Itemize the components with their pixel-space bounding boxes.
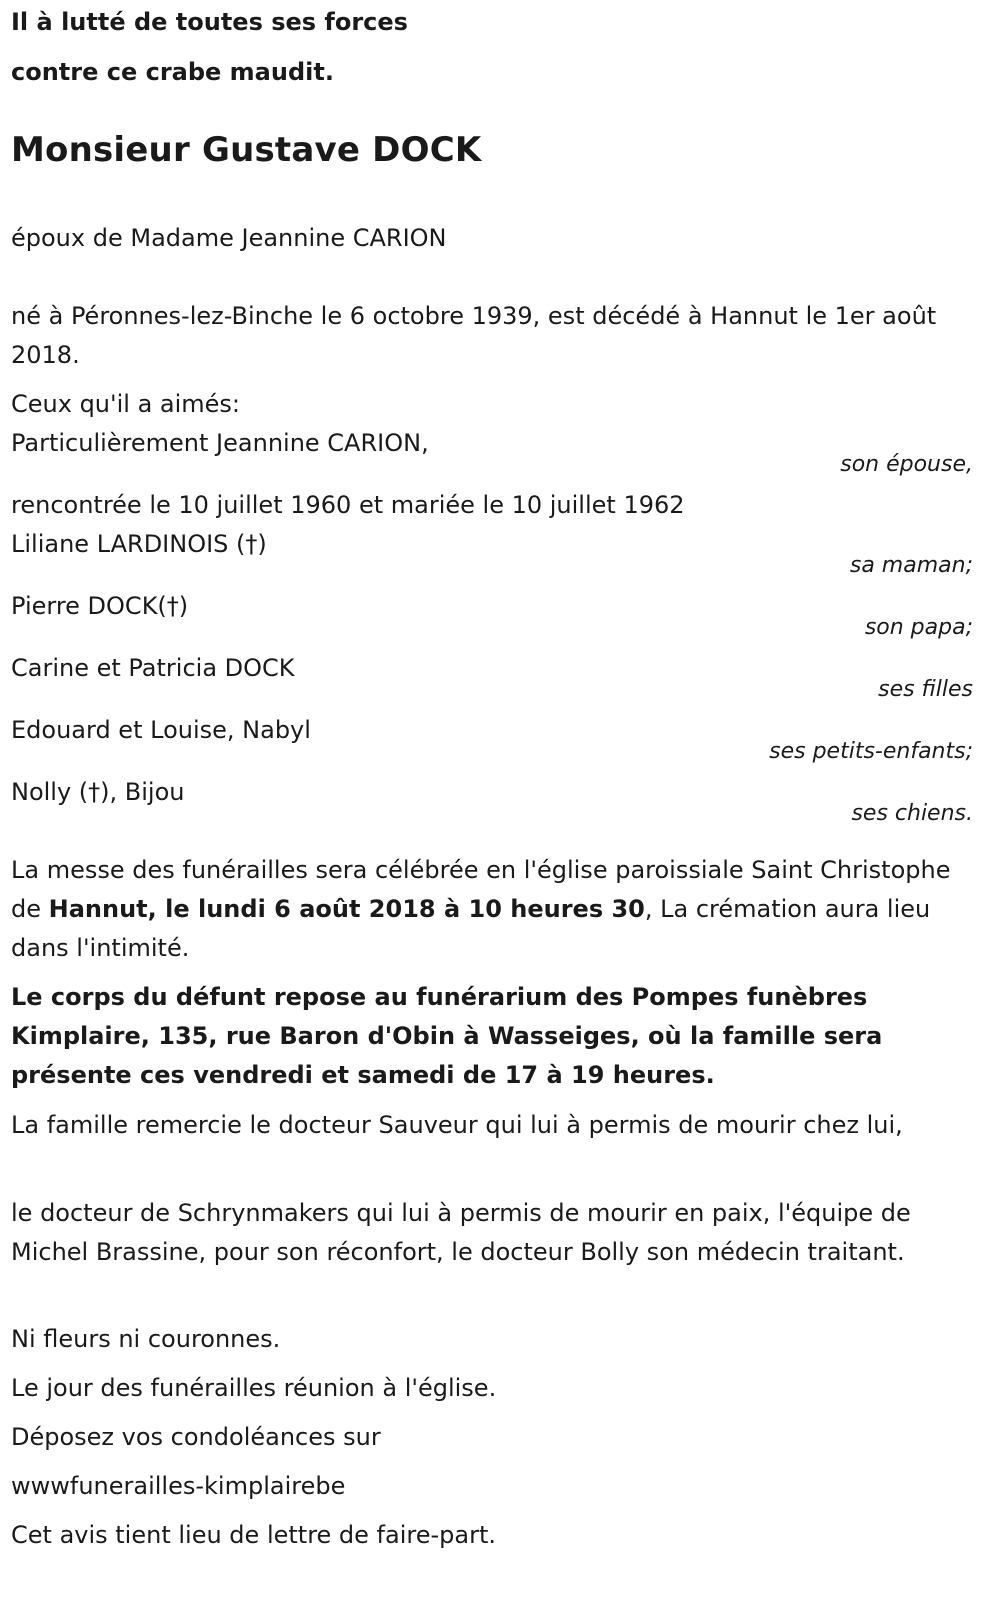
spouse-line: époux de Madame Jeannine CARION <box>11 224 447 252</box>
father-role: son papa; <box>864 615 973 640</box>
grandchildren-role: ses petits-enfants; <box>769 739 973 764</box>
grandchildren-name: Edouard et Louise, Nabyl <box>11 716 311 744</box>
funeral-mass-paragraph <box>11 851 951 968</box>
thanks-paragraph-1: La famille remercie le docteur Sauveur qui lui à permis de mourir chez lui, <box>11 1111 903 1139</box>
dogs-name: Nolly (†), Bijou <box>11 778 185 806</box>
father-name: Pierre DOCK(†) <box>11 592 189 620</box>
daughters-role: ses filles <box>878 677 973 702</box>
daughters-name: Carine et Patricia DOCK <box>11 654 295 682</box>
mass-date-time: Hannut, le lundi 6 août 2018 à 10 heures 30 <box>48 895 645 923</box>
repose-paragraph: Le corps du défunt repose au funérarium des Pompes funèbres Kimplaire, 135, rue Baron d'Obin à Wasseiges, où la famille sera présente ces vendredi et samedi de 17 à 19 heures. <box>11 983 883 1089</box>
closing-line: Cet avis tient lieu de lettre de faire-part. <box>11 1521 496 1549</box>
loved-ones-heading: Ceux qu'il a aimés: <box>11 390 241 418</box>
condolences-line: Déposez vos condoléances sur <box>11 1423 381 1451</box>
reunion-line: Le jour des funérailles réunion à l'église. <box>11 1374 497 1402</box>
quote-line-1: Il à lutté de toutes ses forces <box>11 8 408 36</box>
mass-text-part-1: La messe des funérailles sera célébrée en l'église paroissiale Saint Christophe de <box>11 856 951 923</box>
mother-role: sa maman; <box>849 553 973 578</box>
dogs-role: ses chiens. <box>851 801 973 826</box>
mother-name: Liliane LARDINOIS (†) <box>11 530 267 558</box>
birth-death-statement: né à Péronnes-lez-Binche le 6 octobre 1939, est décédé à Hannut le 1er août 2018. <box>11 302 937 369</box>
mass-text-part-2: , La crémation aura lieu dans l'intimité. <box>11 895 931 962</box>
quote-line-2: contre ce crabe maudit. <box>11 58 334 86</box>
wife-name: Particulièrement Jeannine CARION, <box>11 429 429 457</box>
website-link[interactable]: wwwfunerailles-kimplairebe <box>11 1472 346 1500</box>
wife-detail: rencontrée le 10 juillet 1960 et mariée le 10 juillet 1962 <box>11 491 685 519</box>
deceased-name: Monsieur Gustave DOCK <box>11 130 482 170</box>
no-flowers-line: Ni fleurs ni couronnes. <box>11 1325 281 1353</box>
thanks-paragraph-2: le docteur de Schrynmakers qui lui à permis de mourir en paix, l'équipe de Michel Brassine, pour son réconfort, le docteur Bolly son médecin traitant. <box>11 1199 911 1266</box>
wife-role: son épouse, <box>840 452 973 477</box>
